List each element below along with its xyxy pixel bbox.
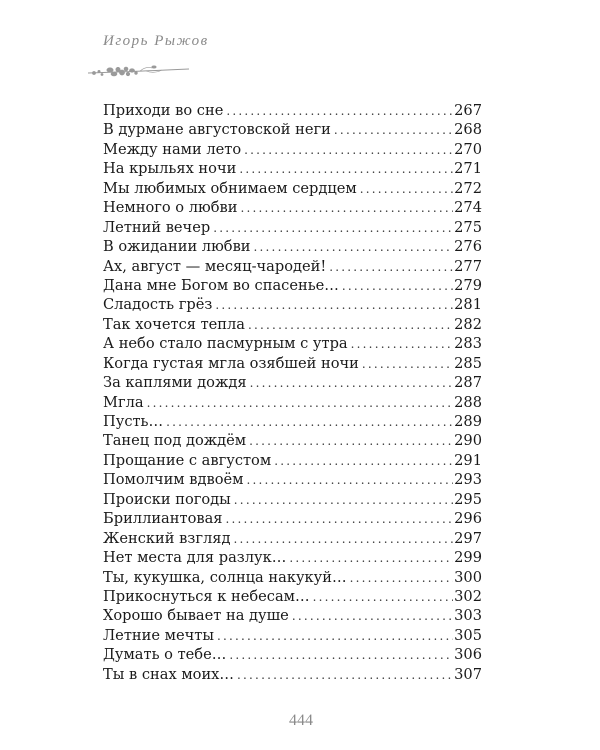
- toc-entry[interactable]: [103, 198, 482, 217]
- toc-entry[interactable]: [103, 334, 482, 353]
- page-number: 444: [289, 712, 313, 729]
- toc-entry-page: 271: [454, 160, 482, 178]
- toc-entry-page: 299: [454, 549, 482, 567]
- toc-entry-title: Прощание с августом: [103, 451, 272, 469]
- toc-entry-page: 287: [454, 374, 482, 392]
- toc-entry-title: Хорошо бывает на душе: [103, 607, 289, 625]
- toc-entry-page: 267: [454, 102, 482, 119]
- toc-entry-title: Между нами лето: [103, 140, 242, 158]
- toc-entry[interactable]: [103, 606, 482, 625]
- toc-dot-leader: [351, 335, 454, 354]
- toc-entry-page: 282: [454, 315, 482, 333]
- toc-entry[interactable]: [103, 665, 482, 684]
- toc-entry-title: Так хочется тепла: [103, 315, 245, 333]
- toc-entry-page: 303: [454, 607, 482, 625]
- toc-entry-title: Помолчим вдвоём: [103, 471, 244, 489]
- toc-entry[interactable]: [103, 218, 482, 237]
- toc-dot-leader: [244, 141, 453, 160]
- toc-entry[interactable]: [103, 626, 482, 645]
- toc-dot-leader: [289, 549, 453, 568]
- toc-entry-page: 274: [454, 199, 482, 217]
- toc-entry-page: 302: [454, 587, 482, 605]
- toc-dot-leader: [215, 296, 453, 315]
- toc-entry-page: 297: [454, 529, 482, 547]
- toc-entry-page: 293: [454, 471, 482, 489]
- toc-entry-page: 268: [454, 121, 482, 139]
- toc-entry-title: Когда густая мгла озябшей ночи: [103, 354, 359, 372]
- toc-dot-leader: [147, 394, 454, 413]
- toc-dot-leader: [246, 471, 453, 490]
- toc-entry-title: Пусть…: [103, 413, 164, 430]
- toc-entry-page: 300: [454, 568, 482, 586]
- toc-entry-title: Немного о любви: [103, 199, 238, 217]
- toc-entry-page: 307: [454, 665, 482, 683]
- toc-entry[interactable]: [103, 257, 482, 276]
- toc-entry-title: Мы любимых обнимаем сердцем: [103, 179, 357, 197]
- toc-entry-page: 272: [454, 179, 482, 197]
- toc-entry-page: 276: [454, 238, 482, 256]
- toc-entry-page: 279: [454, 276, 482, 294]
- toc-entry-title: Летний вечер: [103, 218, 211, 236]
- toc-dot-leader: [248, 316, 453, 335]
- toc-entry[interactable]: [103, 412, 482, 431]
- running-head-author: Игорь Рыжов: [103, 33, 209, 49]
- toc-dot-leader: [225, 510, 453, 529]
- toc-entry[interactable]: [103, 373, 482, 392]
- toc-entry-title: В ожидании любви: [103, 238, 251, 256]
- toc-entry-page: 290: [454, 432, 482, 450]
- toc-entry-title: Бриллиантовая: [103, 510, 223, 528]
- toc-entry-page: 285: [454, 354, 482, 372]
- toc-entry-title: Происки погоды: [103, 490, 231, 508]
- toc-dot-leader: [313, 588, 454, 607]
- toc-dot-leader: [360, 180, 453, 199]
- toc-dot-leader: [292, 607, 453, 626]
- toc-entry[interactable]: [103, 140, 482, 159]
- toc-entry[interactable]: [103, 276, 482, 295]
- toc-dot-leader: [239, 160, 453, 179]
- toc-entry-page: 295: [454, 490, 482, 508]
- toc-dot-leader: [229, 646, 453, 665]
- toc-entry-title: Нет места для разлук…: [103, 549, 287, 567]
- floral-sprig-icon: [84, 60, 194, 82]
- toc-dot-leader: [226, 102, 453, 121]
- toc-entry[interactable]: [103, 645, 482, 664]
- toc-entry[interactable]: [103, 295, 482, 314]
- toc-dot-leader: [237, 666, 453, 685]
- toc-dot-leader: [254, 238, 454, 257]
- toc-dot-leader: [329, 258, 453, 277]
- toc-entry[interactable]: [103, 568, 482, 587]
- toc-dot-leader: [334, 121, 453, 140]
- toc-entry[interactable]: [103, 101, 482, 120]
- toc-entry-title: Дана мне Богом во спасенье…: [103, 276, 339, 294]
- toc-entry-page: 270: [454, 140, 482, 158]
- toc-dot-leader: [249, 432, 453, 451]
- toc-entry[interactable]: [103, 120, 482, 139]
- toc-entry-title: Женский взгляд: [103, 529, 231, 547]
- toc-dot-leader: [362, 355, 453, 374]
- toc-entry-title: Сладость грёз: [103, 296, 213, 314]
- toc-dot-leader: [233, 530, 453, 549]
- toc-dot-leader: [234, 491, 453, 510]
- toc-entry-title: Ты, кукушка, солнца накукуй…: [103, 568, 347, 586]
- toc-entry[interactable]: [103, 179, 482, 198]
- toc-dot-leader: [166, 413, 453, 432]
- toc-entry[interactable]: [103, 354, 482, 373]
- toc-dot-leader: [350, 569, 454, 588]
- toc-entry[interactable]: [103, 315, 482, 334]
- toc-entry[interactable]: [103, 548, 482, 567]
- toc-entry-page: 281: [454, 296, 482, 314]
- toc-entry[interactable]: [103, 509, 482, 528]
- toc-entry-page: 305: [454, 626, 482, 644]
- toc-entry-title: Мгла: [103, 393, 144, 411]
- toc-entry[interactable]: [103, 393, 482, 412]
- toc-entry-title: Танец под дождём: [103, 432, 247, 450]
- toc-dot-leader: [213, 219, 453, 238]
- toc-entry[interactable]: [103, 529, 482, 548]
- table-of-contents: [103, 101, 482, 684]
- toc-dot-leader: [240, 199, 453, 218]
- toc-entry-title: В дурмане августовской неги: [103, 121, 331, 139]
- toc-dot-leader: [250, 374, 454, 393]
- toc-entry-page: 288: [454, 393, 482, 411]
- toc-entry-title: Прикоснуться к небесам…: [103, 587, 310, 605]
- toc-dot-leader: [342, 277, 453, 296]
- toc-entry[interactable]: [103, 490, 482, 509]
- toc-entry[interactable]: [103, 159, 482, 178]
- toc-entry-title: За каплями дождя: [103, 374, 247, 392]
- toc-entry[interactable]: [103, 470, 482, 489]
- toc-entry-page: 283: [454, 335, 482, 353]
- toc-entry[interactable]: [103, 237, 482, 256]
- toc-entry-title: А небо стало пасмурным с утра: [103, 335, 348, 353]
- toc-entry-page: 296: [454, 510, 482, 528]
- toc-entry-page: 306: [454, 646, 482, 664]
- toc-entry-title: Ты в снах моих…: [103, 665, 235, 683]
- toc-entry-page: 289: [454, 413, 482, 430]
- toc-entry-page: 275: [454, 218, 482, 236]
- toc-entry-page: 277: [454, 257, 482, 275]
- toc-dot-leader: [217, 627, 453, 646]
- toc-entry-title: Приходи во сне: [103, 102, 224, 119]
- toc-entry[interactable]: [103, 587, 482, 606]
- toc-entry-page: 291: [454, 451, 482, 469]
- toc-entry-title: Думать о тебе…: [103, 646, 227, 664]
- toc-dot-leader: [274, 452, 453, 471]
- toc-entry[interactable]: [103, 451, 482, 470]
- toc-entry-title: На крыльях ночи: [103, 160, 237, 178]
- toc-entry-title: Летние мечты: [103, 626, 214, 644]
- toc-entry-title: Ах, август — месяц-чародей!: [103, 257, 327, 275]
- toc-entry[interactable]: [103, 431, 482, 450]
